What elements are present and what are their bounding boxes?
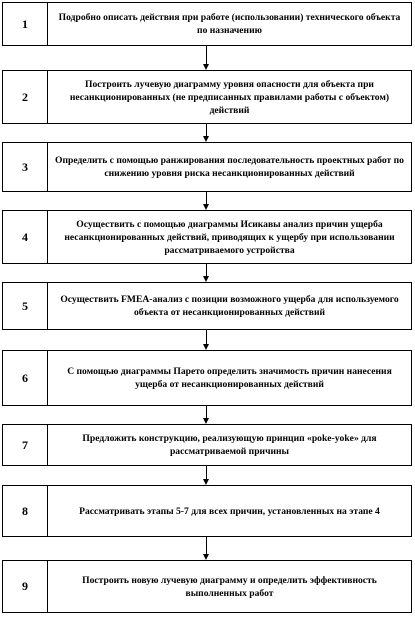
step-text: Осуществить FMEA-анализ с позиции возможного ущерба для используемого объекта от несанкционированных действий (60, 294, 399, 318)
step-text: Подробно описать действия при работе (использовании) технического объекта по назначению (58, 12, 401, 36)
step-box-5 (2, 282, 412, 330)
step-text: Построить лучевую диаграмму уровня опасности для объекта при несанкционированных (не предписанных правилами работы с объектом) действий (69, 78, 390, 116)
step-text: С помощью диаграммы Парето определить значимость причин нанесения ущерба от несанкционированных действий (67, 366, 392, 390)
step-box-8 (2, 485, 412, 537)
step-text: Осуществить с помощью диаграммы Исикавы анализ причин ущерба несанкционированных действий, приводящих к ущербу при использовании рассматриваемого устройства (64, 218, 395, 256)
step-number: 4 (3, 211, 48, 263)
step-number: 2 (3, 71, 48, 123)
step-box-6 (2, 350, 412, 406)
step-number: 3 (3, 143, 48, 191)
step-box-3 (2, 142, 412, 192)
step-box-2 (2, 70, 412, 124)
step-number: 9 (3, 561, 48, 612)
step-number: 7 (3, 425, 48, 465)
step-number: 8 (3, 486, 48, 536)
step-text: Построить новую лучевую диаграмму и определить эффективность выполненных работ (82, 574, 377, 599)
step-box-4 (2, 210, 412, 264)
step-number: 1 (3, 3, 48, 45)
step-box-1 (2, 2, 412, 46)
step-box-7 (2, 424, 412, 466)
step-text: Предложить конструкцию, реализующую принцип «poke-yoke» для рассматриваемой причины (82, 433, 377, 457)
step-number: 6 (3, 351, 48, 405)
step-number: 5 (3, 283, 48, 329)
step-box-9 (2, 560, 412, 613)
step-text: Рассматривать этапы 5-7 для всех причин, установленных на этапе 4 (79, 505, 380, 517)
step-text: Определить с помощью ранжирования последовательность проектных работ по снижению уровня риска несанкционированных действий (55, 155, 404, 179)
